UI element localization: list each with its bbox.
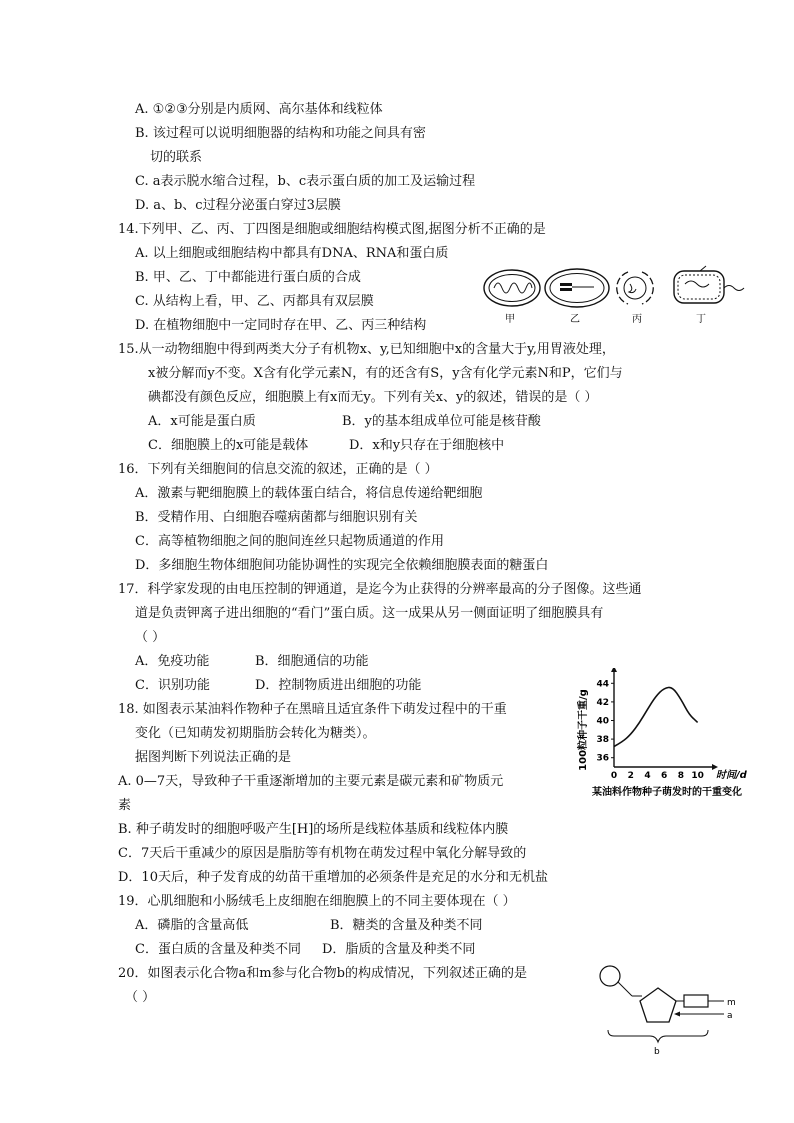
x-tick-label: 10 <box>691 771 704 781</box>
mitochondrion-diagram <box>484 270 540 306</box>
q15-option-c: C．细胞膜上的x可能是载体 <box>148 438 309 453</box>
phosphate-circle <box>600 966 620 986</box>
q18-option-d: D．10天后，种子发育成的幼苗干重增加的必须条件是充足的水分和无机盐 <box>118 870 548 885</box>
q17-option-d: D．控制物质进出细胞的功能 <box>255 678 422 693</box>
y-axis-arrow <box>611 668 617 672</box>
q14-option-c: C. 从结构上看，甲、乙、丙都具有双层膜 <box>135 294 374 309</box>
y-tick-label: 40 <box>596 716 609 727</box>
q13-option-d: D. a、b、c过程分泌蛋白穿过3层膜 <box>135 198 341 213</box>
q19-option-c: C．蛋白质的含量及种类不同 <box>135 942 301 957</box>
label-yi: 乙 <box>570 314 580 325</box>
q18-option-a-cont: 素 <box>118 798 132 813</box>
nucleotide-diagram <box>598 962 748 1058</box>
label-bing: 丙 <box>632 314 642 325</box>
bracket-b <box>608 1030 708 1042</box>
y-tick-label: 38 <box>596 735 609 746</box>
q16-stem: 16．下列有关细胞间的信息交流的叙述，正确的是（ ） <box>118 462 438 477</box>
q14-option-b: B. 甲、乙、丁中都能进行蛋白质的合成 <box>135 270 361 285</box>
q13-option-c: C. a表示脱水缩合过程，b、c表示蛋白质的加工及运输过程 <box>135 174 476 189</box>
q19-stem: 19．心肌细胞和小肠绒毛上皮细胞在细胞膜上的不同主要体现在（ ） <box>118 894 516 909</box>
q18-stem-line2: 变化（已知萌发初期脂肪会转化为糖类）。 <box>135 726 376 741</box>
q15-stem-line3: 碘都没有颜色反应，细胞膜上有x而无y。下列有关x、y的叙述，错误的是（ ） <box>148 390 598 405</box>
q20-stem-line2: （ ） <box>125 990 156 1005</box>
q16-option-d: D．多细胞生物体细胞间功能协调性的实现完全依赖细胞膜表面的糖蛋白 <box>135 558 549 573</box>
q19-option-a: A．磷脂的含量高低 <box>135 918 249 933</box>
series-line <box>614 687 698 746</box>
q17-option-a: A．免疫功能 <box>135 654 210 669</box>
q15-option-b: B．y的基本组成单位可能是核苷酸 <box>342 414 541 429</box>
q17-option-b: B．细胞通信的功能 <box>255 654 369 669</box>
q18-option-c: C．7天后干重减少的原因是脂肪等有机物在萌发过程中氧化分解导致的 <box>118 846 527 861</box>
seed-dry-weight-chart <box>572 668 762 803</box>
x-tick-label: 2 <box>627 771 634 781</box>
q18-stem-line1: 18. 如图表示某油料作物种子在黑暗且适宜条件下萌发过程中的干重 <box>118 702 507 717</box>
q17-option-c: C．识别功能 <box>135 678 210 693</box>
q17-stem-line3: （ ） <box>135 630 166 645</box>
q18-stem-line3: 据图判断下列说法正确的是 <box>135 750 292 765</box>
q15-option-d: D．x和y只存在于细胞核中 <box>349 438 505 453</box>
label-a: a <box>727 1011 733 1021</box>
q19-option-b: B．糖类的含量及种类不同 <box>330 918 483 933</box>
label-jia: 甲 <box>505 314 515 325</box>
q15-stem-line1: 15.从一动物细胞中得到两类大分子有机物x、y,已知细胞中x的含量大于y,用胃液处理， <box>118 342 615 357</box>
q19-option-d: D．脂质的含量及种类不同 <box>322 942 476 957</box>
y-tick-label: 36 <box>596 753 609 764</box>
q14-option-a: A. 以上细胞或细胞结构中都具有DNA、RNA和蛋白质 <box>135 246 449 261</box>
q17-stem-line1: 17．科学家发现的由电压控制的钾通道，是迄今为止获得的分辨率最高的分子图像。这些通 <box>118 582 642 597</box>
y-tick-label: 42 <box>596 697 609 708</box>
q16-option-a: A．激素与靶细胞膜上的载体蛋白结合，将信息传递给靶细胞 <box>135 486 483 501</box>
bacterium-diagram <box>674 266 744 303</box>
q14-cell-structures-figure <box>480 264 750 326</box>
chloroplast-diagram <box>545 269 609 307</box>
q15-stem-line2: x被分解而y不变。X含有化学元素N，有的还含有S，y含有化学元素N和P，它们与 <box>148 366 623 381</box>
label-ding: 丁 <box>696 314 706 325</box>
x-tick-label: 8 <box>677 771 685 781</box>
q18-option-b: B. 种子萌发时的细胞呼吸产生[H]的场所是线粒体基质和线粒体内膜 <box>118 822 509 837</box>
q17-stem-line2: 道是负责钾离子进出细胞的“看门”蛋白质。这一成果从另一侧面证明了细胞膜具有 <box>135 606 604 621</box>
chart-axes <box>611 668 718 770</box>
x-tick-label: 0 <box>610 771 618 781</box>
base-box <box>684 995 708 1007</box>
q14-option-d: D. 在植物细胞中一定同时存在甲、乙、丙三种结构 <box>135 318 427 333</box>
chart-xlabel: 时间/d <box>716 770 747 781</box>
q16-option-b: B．受精作用、白细胞吞噬病菌都与细胞识别有关 <box>135 510 418 525</box>
q15-option-a: A．x可能是蛋白质 <box>148 414 256 429</box>
q16-option-c: C．高等植物细胞之间的胞间连丝只起物质通道的作用 <box>135 534 444 549</box>
chart-title: 某油料作物种子萌发时的干重变化 <box>592 787 742 798</box>
label-b: b <box>654 1047 660 1057</box>
nucleus-diagram <box>617 272 654 304</box>
label-m: m <box>727 998 736 1008</box>
q13-option-b-cont: 切的联系 <box>150 150 203 165</box>
q20-stem-line1: 20．如图表示化合物a和m参与化合物b的构成情况，下列叙述正确的是 <box>118 966 527 981</box>
x-tick-label: 6 <box>661 771 668 781</box>
q13-option-a: A. ①②③分别是内质网、高尔基体和线粒体 <box>135 102 383 117</box>
q18-option-a: A. 0—7天，导致种子干重逐渐增加的主要元素是碳元素和矿物质元 <box>118 774 504 789</box>
q13-option-b: B. 该过程可以说明细胞器的结构和功能之间具有密 <box>135 126 426 141</box>
y-tick-label: 44 <box>596 679 609 690</box>
x-tick-label: 4 <box>644 771 651 781</box>
chart-ylabel: 100粒种子干重/g <box>578 689 589 771</box>
q14-stem: 14.下列甲、乙、丙、丁四图是细胞或细胞结构模式图,据图分析不正确的是 <box>118 222 546 237</box>
pentose-pentagon <box>640 988 676 1022</box>
